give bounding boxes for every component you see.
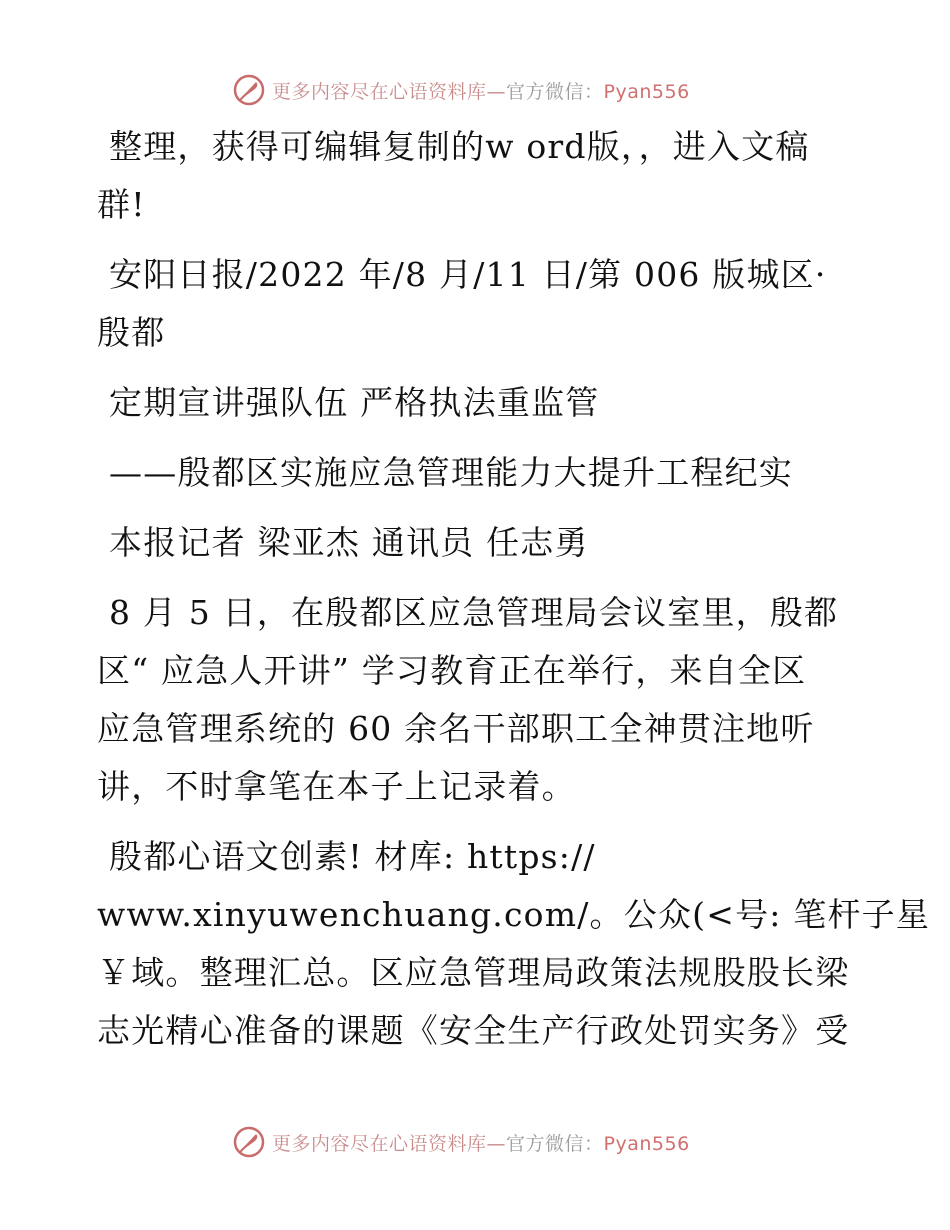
text-line: ￥域。整理汇总。区应急管理局政策法规股股长梁 <box>97 953 850 992</box>
watermark-header <box>232 70 732 110</box>
text-line: 应急管理系统的 60 余名干部职工全神贯注地听 <box>97 709 815 748</box>
paragraph-source <box>97 246 857 362</box>
text-line: 讲，不时拿笔在本子上记录着。 <box>97 767 576 806</box>
text-line: 8 月 5 日，在殷都区应急管理局会议室里，殷都 <box>109 593 839 632</box>
watermark-footer <box>232 1122 732 1162</box>
watermark-wechat-label: 官方微信： <box>506 1132 604 1155</box>
text-line: 本报记者 梁亚杰 通讯员 任志勇 <box>109 523 589 562</box>
feather-circle-icon <box>232 1125 266 1159</box>
text-line: 志光精心准备的课题《安全生产行政处罚实务》受 <box>97 1011 850 1050</box>
watermark-wechat-label: 官方微信： <box>506 80 604 103</box>
watermark-text <box>272 77 690 104</box>
text-line: www.xinyuwenchuang.com/。公众(<号: 笔杆子星 <box>97 895 931 934</box>
watermark-dash: — <box>486 1132 507 1155</box>
watermark-dash: — <box>486 80 507 103</box>
document-body <box>97 118 931 1072</box>
article-title <box>97 374 857 432</box>
text-line: 区“ 应急人开讲” 学习教育正在举行，来自全区 <box>97 651 807 690</box>
watermark-brand: 更多内容尽在心语资料库 <box>272 80 487 103</box>
text-line: ——殷都区实施应急管理能力大提升工程纪实 <box>109 453 793 492</box>
article-byline <box>97 514 857 572</box>
watermark-account: Pyan556 <box>603 1132 690 1155</box>
text-line: 定期宣讲强队伍 严格执法重监管 <box>109 383 600 422</box>
paragraph-body-2 <box>97 828 931 1060</box>
watermark-brand: 更多内容尽在心语资料库 <box>272 1132 487 1155</box>
watermark-text <box>272 1129 690 1156</box>
watermark-account: Pyan556 <box>603 80 690 103</box>
text-line: 殷都心语文创素! 材库: https:// <box>109 837 596 876</box>
paragraph-intro <box>97 118 857 234</box>
paragraph-body-1 <box>97 584 857 816</box>
text-line: 安阳日报/2022 年/8 月/11 日/第 006 版城区· <box>109 255 827 294</box>
text-line: 整理，获得可编辑复制的w ord版，，进入文稿 <box>109 127 810 166</box>
text-line: 殷都 <box>97 313 166 352</box>
article-subtitle <box>97 444 857 502</box>
feather-circle-icon <box>232 73 266 107</box>
text-line: 群! <box>97 185 146 224</box>
